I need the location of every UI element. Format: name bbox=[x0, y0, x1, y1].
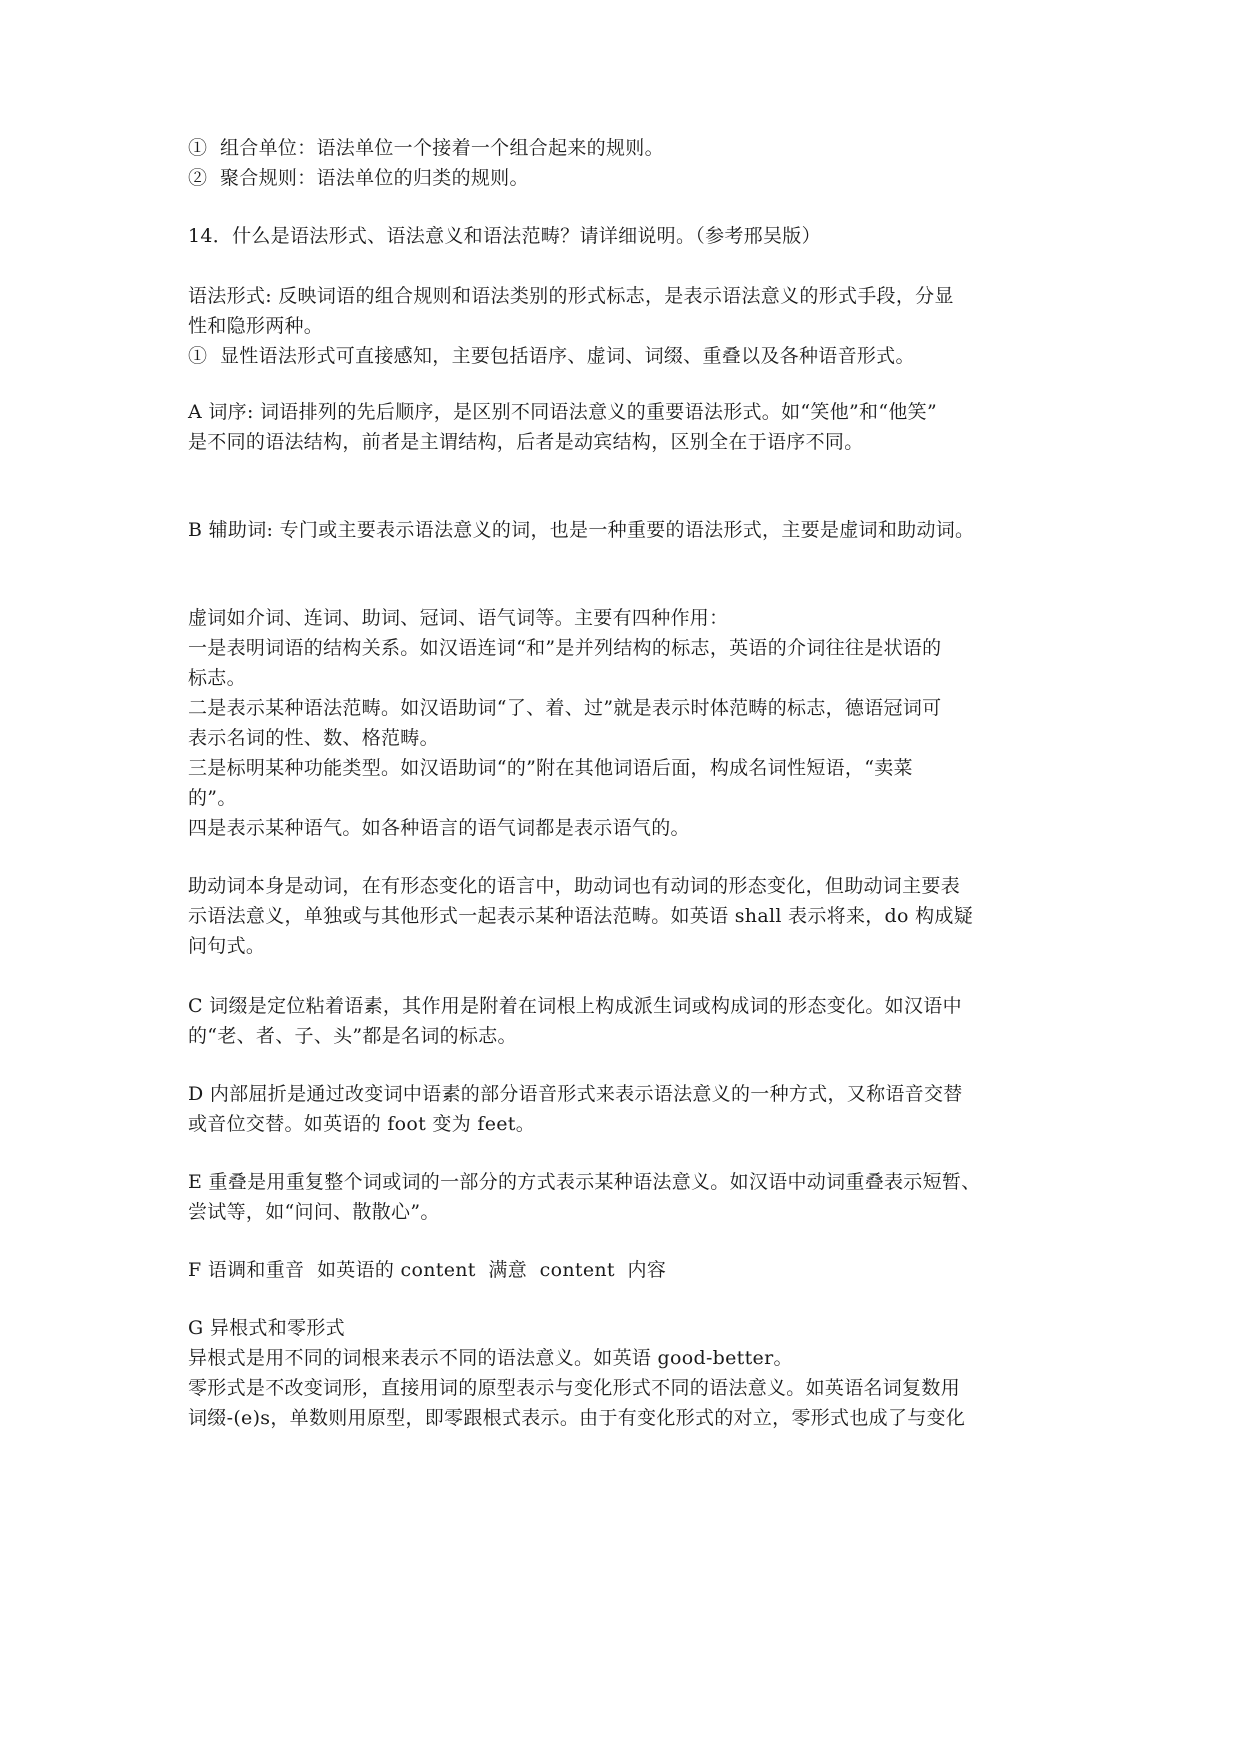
text-line: E 重叠是用重复整个词或词的一部分的方式表示某种语法意义。如汉语中动词重叠表示短暂、 bbox=[188, 1171, 981, 1193]
text-line: 四是表示某种语气。如各种语言的语气词都是表示语气的。 bbox=[188, 817, 690, 839]
text-line: D 内部屈折是通过改变词中语素的部分语音形式来表示语法意义的一种方式，又称语音交替 bbox=[188, 1083, 963, 1105]
text-line: 语法形式: 反映词语的组合规则和语法类别的形式标志，是表示语法意义的形式手段，分显 bbox=[188, 285, 954, 307]
text-line: 示语法意义，单独或与其他形式一起表示某种语法范畴。如英语 shall 表示将来，do 构成疑 bbox=[188, 905, 973, 927]
text-line: 词缀-(e)s，单数则用原型，即零跟根式表示。由于有变化形式的对立，零形式也成了与变化 bbox=[188, 1407, 966, 1429]
text-line: 零形式是不改变词形，直接用词的原型表示与变化形式不同的语法意义。如英语名词复数用 bbox=[188, 1377, 961, 1399]
text-line: A 词序: 词语排列的先后顺序，是区别不同语法意义的重要语法形式。如“笑他”和“他笑” bbox=[188, 401, 937, 423]
text-line: ② 聚合规则：语法单位的归类的规则。 bbox=[188, 167, 529, 189]
text-line: G 异根式和零形式 bbox=[188, 1317, 345, 1339]
text-line: B 辅助词: 专门或主要表示语法意义的词，也是一种重要的语法形式，主要是虚词和助动词。 bbox=[188, 519, 975, 541]
text-line: 问句式。 bbox=[188, 935, 266, 957]
text-line: 虚词如介词、连词、助词、冠词、语气词等。主要有四种作用： bbox=[188, 607, 729, 629]
text-line: 二是表示某种语法范畴。如汉语助词“了、着、过”就是表示时体范畴的标志，德语冠词可 bbox=[188, 697, 942, 719]
text-line: F 语调和重音 如英语的 content 满意 content 内容 bbox=[188, 1259, 667, 1281]
text-line: 尝试等，如“问问、散散心”。 bbox=[188, 1201, 440, 1223]
text-line: ① 显性语法形式可直接感知，主要包括语序、虚词、词缀、重叠以及各种语音形式。 bbox=[188, 345, 915, 367]
text-line: 的“老、者、子、头”都是名词的标志。 bbox=[188, 1025, 517, 1047]
text-line: 性和隐形两种。 bbox=[188, 315, 324, 337]
text-line: ① 组合单位：语法单位一个接着一个组合起来的规则。 bbox=[188, 137, 664, 159]
text-line: 助动词本身是动词，在有形态变化的语言中，助动词也有动词的形态变化，但助动词主要表 bbox=[188, 875, 961, 897]
text-line: 的”。 bbox=[188, 787, 237, 809]
text-line: 或音位交替。如英语的 foot 变为 feet。 bbox=[188, 1113, 536, 1135]
text-line: 一是表明词语的结构关系。如汉语连词“和”是并列结构的标志，英语的介词往往是状语的 bbox=[188, 637, 942, 659]
text-line: 三是标明某种功能类型。如汉语助词“的”附在其他词语后面，构成名词性短语，“卖菜 bbox=[188, 757, 913, 779]
text-line: 异根式是用不同的词根来表示不同的语法意义。如英语 good-better。 bbox=[188, 1347, 793, 1369]
text-line: 标志。 bbox=[188, 667, 246, 689]
text-line: 是不同的语法结构，前者是主谓结构，后者是动宾结构，区别全在于语序不同。 bbox=[188, 431, 864, 453]
text-line: C 词缀是定位粘着语素，其作用是附着在词根上构成派生词或构成词的形态变化。如汉语中 bbox=[188, 995, 962, 1017]
section-heading: 14．什么是语法形式、语法意义和语法范畴？请详细说明。（参考邢吴版） bbox=[188, 225, 821, 247]
text-line: 表示名词的性、数、格范畴。 bbox=[188, 727, 439, 749]
